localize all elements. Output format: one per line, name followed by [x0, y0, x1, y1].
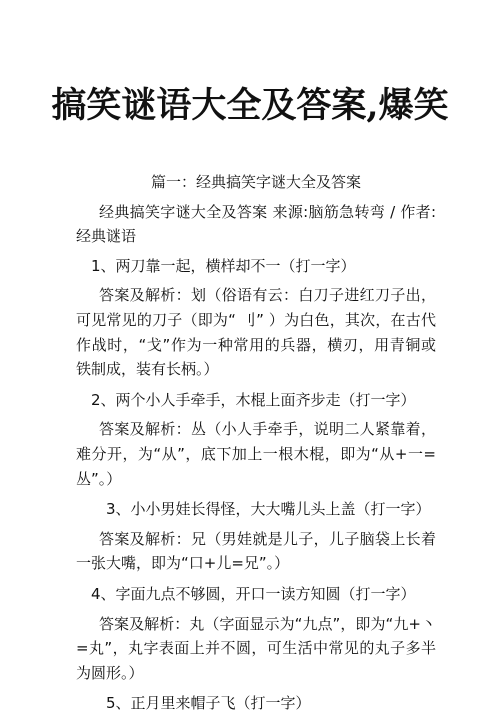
- page-title: 搞笑谜语大全及答案,爆笑: [51, 85, 449, 126]
- riddle-answer: 答案及解析：丛（小人手牵手，说明二人紧靠着，难分开，为“从”，底下加上一根木棍，即为“从+一=丛”。）: [76, 420, 436, 488]
- riddle-answer: 答案及解析：划（俗语有云：白刀子进红刀子出，可见常见的刀子（即为“ 刂” ）为白色，其次，在古代作战时，“戈”作为一种常用的兵器，横刃，用青铜或铁制成，装有长柄。）: [76, 286, 436, 379]
- section-heading: 篇一：经典搞笑字谜大全及答案: [150, 173, 361, 191]
- riddle-question: 3、小小男娃长得怪，大大嘴儿头上盖（打一字）: [106, 500, 431, 519]
- riddle-question: 4、字面九点不够圆，开口一读方知圆（打一字）: [91, 584, 416, 603]
- document-body: [76, 170, 436, 716]
- riddle-answer: 答案及解析：兄（男娃就是儿子，儿子脑袋上长着一张大嘴，即为“口+儿=兄”。）: [76, 529, 436, 573]
- source-line: 经典搞笑字谜大全及答案 来源:脑筋急转弯 / 作者:经典谜语: [76, 202, 436, 246]
- riddle-question: 5、正月里来帽子飞（打一字）: [106, 694, 311, 713]
- riddle-question: 1、两刀靠一起，横样却不一（打一字）: [91, 256, 356, 275]
- riddle-question: 2、两个小人手牵手，木棍上面齐步走（打一字）: [91, 390, 416, 409]
- riddle-answer: 答案及解析：丸（字面显示为“九点”，即为“九+丶=丸”，丸字表面上并不圆，可生活中常见的丸子多半为圆形。）: [76, 614, 436, 682]
